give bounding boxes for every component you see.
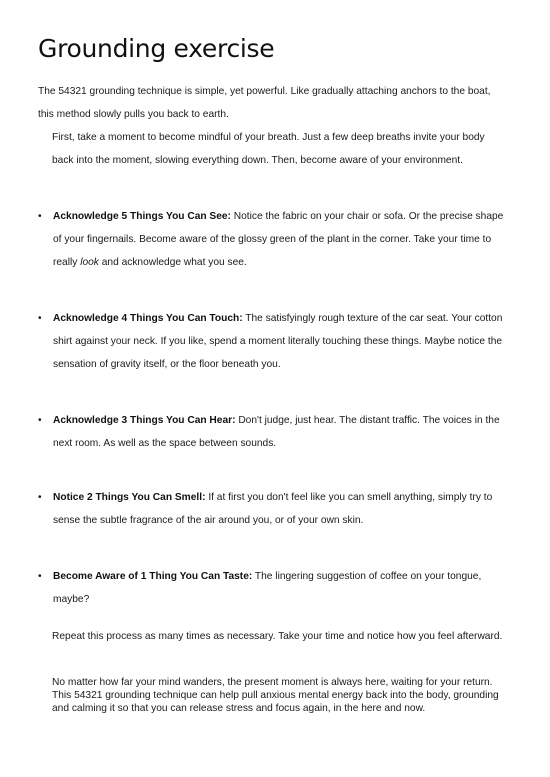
list-item-text — [53, 307, 508, 376]
list-item-body: Don't judge, just hear. The distant traffic. The voices in the next room. As well as the space between sounds. — [53, 415, 500, 449]
bullet-icon: • — [38, 211, 42, 222]
list-item-body: The satisfyingly rough texture of the car seat. Your cotton shirt against your neck. If you like, spend a moment literally touching these things. Maybe notice the sensation of gravity itself, or the floor beneath you. — [53, 313, 503, 370]
bullet-icon: • — [38, 492, 42, 503]
page-title: Grounding exercise — [38, 34, 275, 63]
list-item-heading: Acknowledge 3 Things You Can Hear: — [53, 415, 236, 426]
list-item-heading: Acknowledge 5 Things You Can See: — [53, 211, 231, 222]
bullet-icon: • — [38, 313, 42, 324]
list-item-body-end: and acknowledge what you see. — [101, 257, 247, 268]
list-item-text — [53, 486, 508, 532]
bullet-icon: • — [38, 571, 42, 582]
list-item-heading: Acknowledge 4 Things You Can Touch: — [53, 313, 243, 324]
bullet-icon: • — [38, 415, 42, 426]
list-item-body: If at first you don't feel like you can smell anything, simply try to sense the subtle fragrance of the air around you, or of your own skin. — [53, 492, 493, 526]
list-item-heading: Notice 2 Things You Can Smell: — [53, 492, 206, 503]
list-item-text — [53, 409, 508, 455]
list-item-body: Notice the fabric on your chair or sofa. Or the precise shape of your fingernails. Become aware of the glossy green of the plant in the corner. Take your time to really — [53, 211, 504, 268]
list-item-emphasis: look — [80, 257, 99, 268]
repeat-paragraph: Repeat this process as many times as necessary. Take your time and notice how you feel afterward. — [52, 631, 503, 642]
list-item-text — [53, 205, 508, 274]
list-item-text — [53, 565, 508, 611]
closing-paragraph: No matter how far your mind wanders, the present moment is always here, waiting for your return. This 54321 grounding technique can help pull anxious mental energy back into the body, grounding and calming it so that you can release stress and focus again, in the here and now. — [52, 677, 499, 714]
intro-paragraph: The 54321 grounding technique is simple, yet powerful. Like gradually attaching anchors to the boat, this method slowly pulls you back to earth. — [38, 86, 491, 120]
breath-paragraph: First, take a moment to become mindful of your breath. Just a few deep breaths invite your body back into the moment, slowing everything down. Then, become aware of your environment. — [52, 132, 485, 166]
list-item-body: The lingering suggestion of coffee on your tongue, maybe? — [53, 571, 482, 605]
list-item-heading: Become Aware of 1 Thing You Can Taste: — [53, 571, 253, 582]
